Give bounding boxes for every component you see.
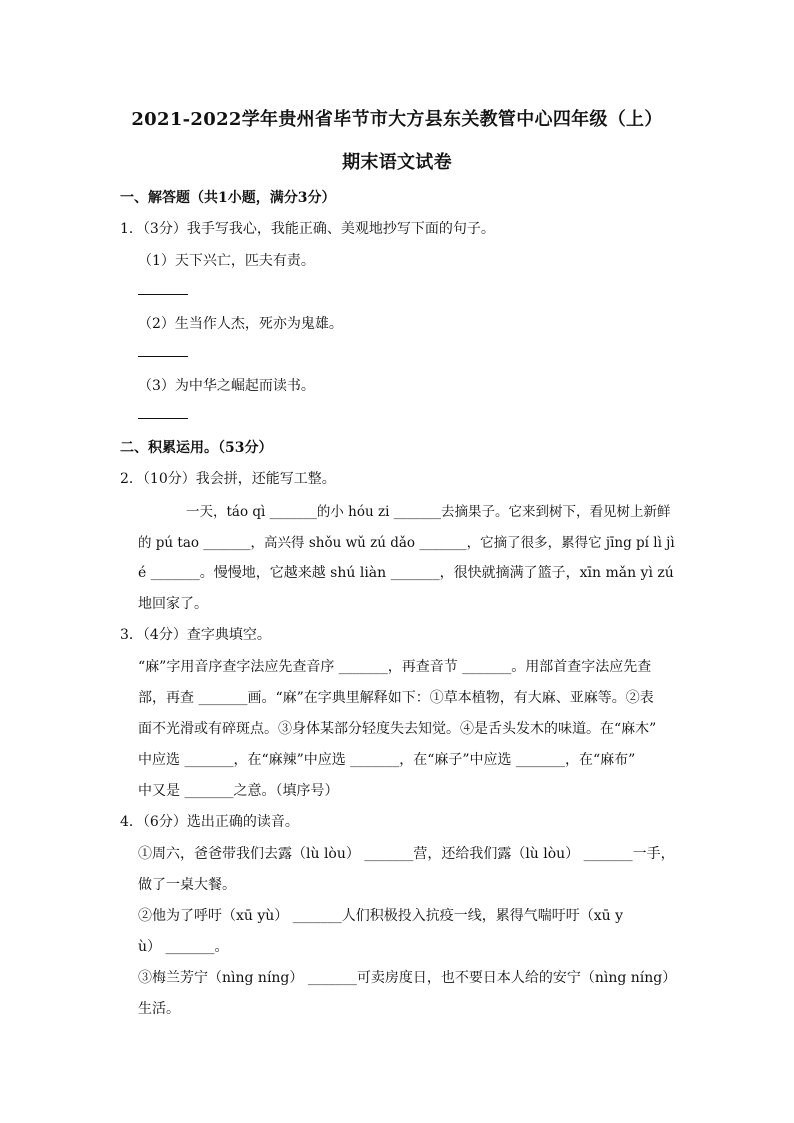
q2-line-4: 地回家了。 (138, 596, 208, 612)
q2-line-2: 的 pú tao _______，高兴得 shǒu wǔ zú dǎo _______，它摘了很多，累得它 jīng pí lì jì (138, 535, 675, 551)
q2-stem: 2．（10分）我会拼，还能写工整。 (120, 471, 336, 487)
q3-line-3: 面不光滑或有碎斑点。③身体某部分轻度失去知觉。④是舌头发木的味道。在“麻木” (138, 721, 657, 737)
q4-line-4: ù） _______。 (138, 939, 229, 955)
q2-line-3: é _______。慢慢地，它越来越 shú liàn _______，很快就摘满了篮子，xīn mǎn yì zú (138, 565, 674, 581)
q4-line-6: 生活。 (138, 1001, 180, 1017)
q2-line-1: 一天，táo qì _______的小 hóu zi _______去摘果子。它来到树下，看见树上新鲜 (186, 504, 671, 520)
q3-stem: 3．（4分）查字典填空。 (120, 627, 271, 643)
q1-stem: 1．（3分）我手写我心，我能正确、美观地抄写下面的句子。 (120, 221, 495, 237)
exam-title-line2: 期末语文试卷 (342, 152, 452, 173)
q4-line-3: ②他为了呼吁（xū yù） _______人们积极投入抗疫一线，累得气喘吁吁（xū y (138, 908, 624, 924)
q1-item-1: （1）天下兴亡，匹夫有责。 (138, 253, 315, 269)
q4-line-2: 做了一桌大餐。 (138, 877, 236, 893)
q3-line-2: 部，再查 _______画。“麻”在字典里解释如下：①草本植物，有大麻、亚麻等。②表 (138, 690, 654, 706)
q1-answer-blank-1 (138, 294, 188, 295)
section2-heading: 二、积累运用。（53分） (120, 440, 273, 456)
q1-answer-blank-3 (138, 418, 188, 419)
exam-title-line1: 2021-2022学年贵州省毕节市大方县东关教管中心四年级（上） (131, 109, 663, 130)
q3-line-5: 中又是 _______之意。（填序号） (138, 783, 339, 799)
q1-item-3: （3）为中华之崛起而读书。 (138, 378, 315, 394)
q4-line-1: ①周六，爸爸带我们去露（lù lòu） _______营，还给我们露（lù lòu） _______一手， (138, 846, 675, 862)
q1-answer-blank-2 (138, 356, 188, 357)
q1-item-2: （2）生当作人杰，死亦为鬼雄。 (138, 316, 343, 332)
q3-line-4: 中应选 _______，在“麻辣”中应选 _______，在“麻子”中应选 _______，在“麻布” (138, 752, 636, 768)
q3-line-1: “麻”字用音序查字法应先查音序 _______，再查音节 _______。用部首查字法应先查 (138, 659, 652, 675)
section1-heading: 一、解答题（共1小题，满分3分） (120, 190, 336, 206)
q4-line-5: ③梅兰芳宁（nìng níng） _______可卖房度日，也不要日本人给的安宁（nìng níng） (138, 970, 677, 986)
q4-stem: 4．（6分）选出正确的读音。 (120, 814, 299, 830)
